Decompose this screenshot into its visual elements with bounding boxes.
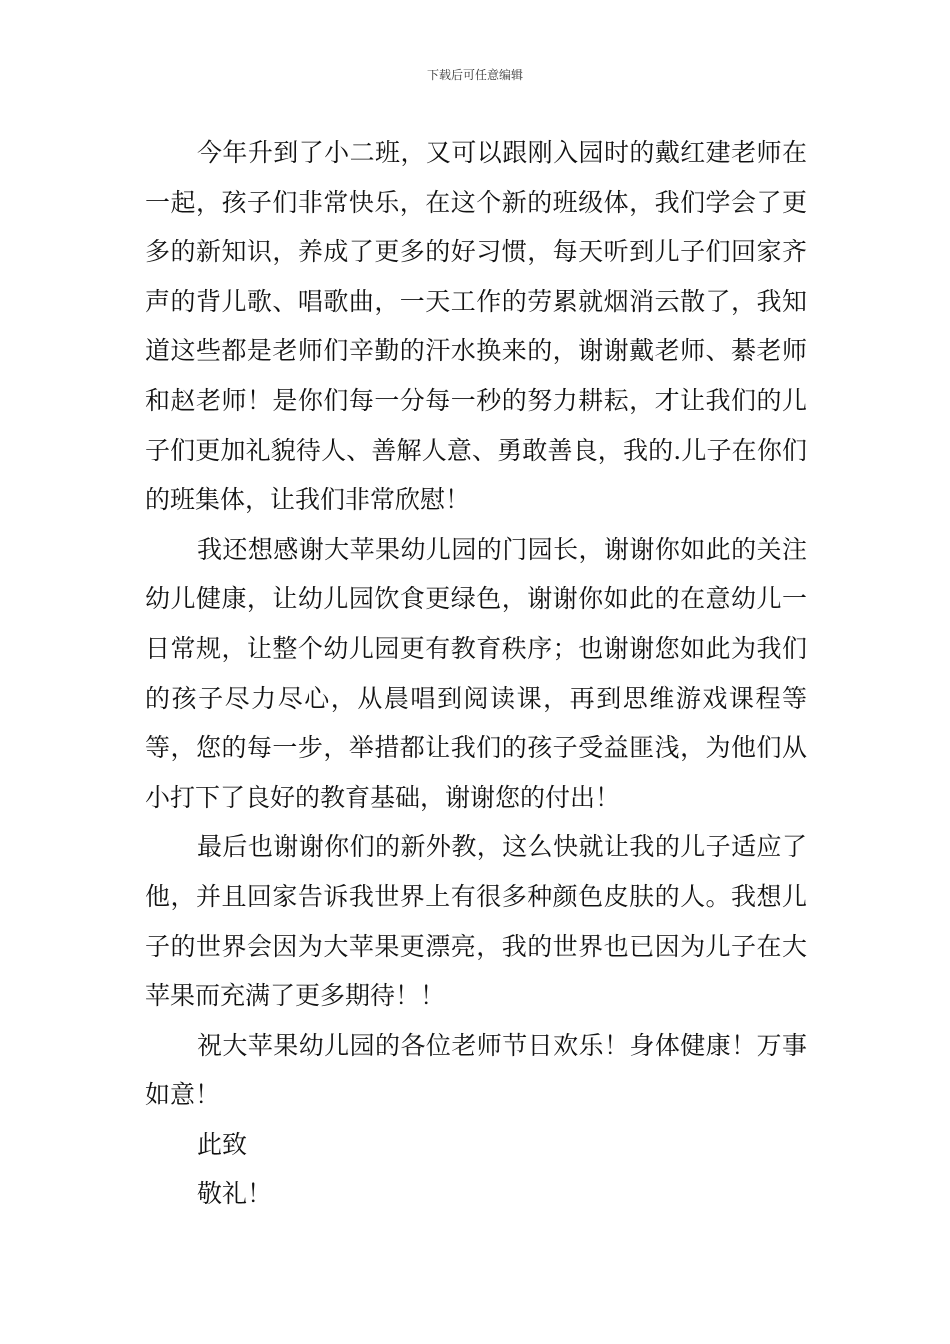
header-note: 下载后可任意编辑 <box>426 68 523 82</box>
paragraph-thanks-foreign-teacher: 最后也谢谢你们的新外教，这么快就让我的儿子适应了他，并且回家告诉我世界上有很多种颜色皮肤的人。我想儿子的世界会因为大苹果更漂亮，我的世界也已因为儿子在大苹果而充满了更多期待！！ <box>145 832 807 1011</box>
closing-salutation: 此致 <box>197 1129 248 1159</box>
paragraph-holiday-wishes: 祝大苹果幼儿园的各位老师节日欢乐！身体健康！万事如意！ <box>145 1030 807 1110</box>
letter-body <box>145 128 807 1219</box>
paragraph-thanks-teachers: 今年升到了小二班，又可以跟刚入园时的戴红建老师在一起，孩子们非常快乐，在这个新的班级体，我们学会了更多的新知识，养成了更多的好习惯，每天听到儿子们回家齐声的背儿歌、唱歌曲，一天工作的劳累就烟消云散了，我知道这些都是老师们辛勤的汗水换来的，谢谢戴老师、綦老师和赵老师！是你们每一分每一秒的努力耕耘，才让我们的儿子们更加礼貌待人、善解人意、勇敢善良，我的.儿子在你们的班集体，让我们非常欣慰！ <box>145 138 807 515</box>
closing-regards: 敬礼！ <box>197 1179 273 1209</box>
paragraph-thanks-principal: 我还想感谢大苹果幼儿园的门园长，谢谢你如此的关注幼儿健康，让幼儿园饮食更绿色，谢谢你如此的在意幼儿一日常规，让整个幼儿园更有教育秩序；也谢谢您如此为我们的孩子尽力尽心，从晨唱到阅读课，再到思维游戏课程等等，您的每一步，举措都让我们的孩子受益匪浅，为他们从小打下了良好的教育基础，谢谢您的付出！ <box>145 534 807 812</box>
